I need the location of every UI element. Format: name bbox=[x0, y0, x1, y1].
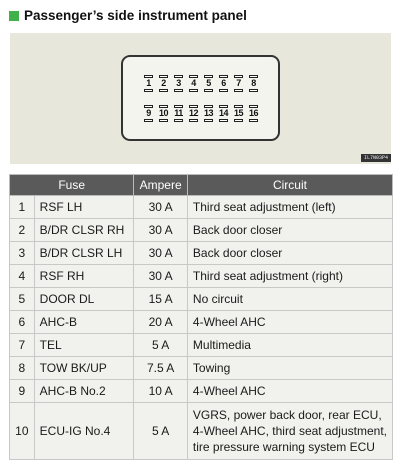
header-circuit: Circuit bbox=[187, 175, 392, 196]
table-row bbox=[10, 265, 393, 288]
fuse-number: 14 bbox=[218, 108, 228, 118]
fuse-number-cell: 5 bbox=[10, 288, 35, 311]
fuse-number: 12 bbox=[188, 108, 198, 118]
fuse-name-cell: ECU-IG No.4 bbox=[34, 403, 134, 460]
table-row bbox=[10, 196, 393, 219]
fuse-slot bbox=[142, 75, 155, 92]
fuse-name-cell: AHC-B No.2 bbox=[34, 380, 134, 403]
fuse-row-bottom bbox=[142, 105, 262, 122]
header-fuse: Fuse bbox=[10, 175, 134, 196]
fuse-slot bbox=[217, 75, 230, 92]
table-row bbox=[10, 357, 393, 380]
fuse-number-cell: 4 bbox=[10, 265, 35, 288]
fuse-name-cell: TOW BK/UP bbox=[34, 357, 134, 380]
fuse-name-cell: RSF LH bbox=[34, 196, 134, 219]
fuse-number-cell: 10 bbox=[10, 403, 35, 460]
fuse-slot bbox=[187, 105, 200, 122]
fuse-number: 6 bbox=[221, 78, 226, 88]
circuit-cell: Towing bbox=[187, 357, 392, 380]
fuse-number-cell: 7 bbox=[10, 334, 35, 357]
table-row bbox=[10, 242, 393, 265]
fuse-number: 5 bbox=[206, 78, 211, 88]
figure-code: IL7N03P4 bbox=[361, 154, 391, 162]
section-marker-icon bbox=[9, 11, 19, 21]
fuse-name-cell: AHC-B bbox=[34, 311, 134, 334]
fuse-slot bbox=[232, 105, 245, 122]
fuse-name-cell: RSF RH bbox=[34, 265, 134, 288]
ampere-cell: 30 A bbox=[134, 265, 188, 288]
fuse-number: 4 bbox=[191, 78, 196, 88]
table-row bbox=[10, 219, 393, 242]
circuit-cell: Third seat adjustment (right) bbox=[187, 265, 392, 288]
fuse-name-cell: B/DR CLSR RH bbox=[34, 219, 134, 242]
fuse-number-cell: 9 bbox=[10, 380, 35, 403]
fuse-slot bbox=[247, 75, 260, 92]
fuse-number: 16 bbox=[248, 108, 258, 118]
fuse-number: 3 bbox=[176, 78, 181, 88]
circuit-cell: Back door closer bbox=[187, 219, 392, 242]
fuse-number-cell: 3 bbox=[10, 242, 35, 265]
fuse-slot bbox=[232, 75, 245, 92]
fuse-slot bbox=[172, 75, 185, 92]
fuse-slot bbox=[247, 105, 260, 122]
fuse-slot bbox=[142, 105, 155, 122]
table-row bbox=[10, 288, 393, 311]
circuit-cell: Third seat adjustment (left) bbox=[187, 196, 392, 219]
fuse-number: 8 bbox=[251, 78, 256, 88]
fuse-number: 13 bbox=[203, 108, 213, 118]
fuse-name-cell: B/DR CLSR LH bbox=[34, 242, 134, 265]
header-ampere: Ampere bbox=[134, 175, 188, 196]
ampere-cell: 5 A bbox=[134, 403, 188, 460]
fuse-number: 15 bbox=[233, 108, 243, 118]
fuse-number-cell: 1 bbox=[10, 196, 35, 219]
circuit-cell: Multimedia bbox=[187, 334, 392, 357]
ampere-cell: 30 A bbox=[134, 219, 188, 242]
ampere-cell: 10 A bbox=[134, 380, 188, 403]
fuse-slot bbox=[187, 75, 200, 92]
ampere-cell: 20 A bbox=[134, 311, 188, 334]
fuse-panel bbox=[121, 55, 280, 141]
table-row bbox=[10, 311, 393, 334]
circuit-line: tire pressure warning system ECU bbox=[192, 440, 375, 454]
circuit-cell: Back door closer bbox=[187, 242, 392, 265]
fuse-slot bbox=[157, 75, 170, 92]
fuse-name-cell: DOOR DL bbox=[34, 288, 134, 311]
circuit-cell: 4-Wheel AHC bbox=[187, 311, 392, 334]
fuse-slot bbox=[217, 105, 230, 122]
table-header-row bbox=[10, 175, 393, 196]
fuse-number: 2 bbox=[161, 78, 166, 88]
fuse-number: 11 bbox=[174, 108, 183, 118]
table-row bbox=[10, 403, 393, 460]
fuse-number: 10 bbox=[158, 108, 168, 118]
fuse-box-illustration bbox=[10, 33, 391, 164]
circuit-cell: No circuit bbox=[187, 288, 392, 311]
fuse-slot bbox=[157, 105, 170, 122]
fuse-row-top bbox=[142, 75, 262, 92]
circuit-line: VGRS, power back door, rear ECU, bbox=[192, 408, 382, 422]
table-row bbox=[10, 334, 393, 357]
fuse-number: 9 bbox=[146, 108, 151, 118]
circuit-cell: 4-Wheel AHC bbox=[187, 380, 392, 403]
ampere-cell: 15 A bbox=[134, 288, 188, 311]
fuse-slot bbox=[202, 105, 215, 122]
fuse-number-cell: 2 bbox=[10, 219, 35, 242]
fuse-number: 7 bbox=[236, 78, 241, 88]
circuit-cell bbox=[187, 403, 392, 460]
circuit-line: 4-Wheel AHC, third seat adjustment, bbox=[192, 424, 387, 438]
table-row bbox=[10, 380, 393, 403]
ampere-cell: 30 A bbox=[134, 242, 188, 265]
fuse-slot bbox=[172, 105, 185, 122]
section-heading bbox=[9, 8, 247, 23]
fuse-number-cell: 8 bbox=[10, 357, 35, 380]
fuse-number-cell: 6 bbox=[10, 311, 35, 334]
fuse-table bbox=[9, 174, 393, 460]
fuse-name-cell: TEL bbox=[34, 334, 134, 357]
section-title: Passenger’s side instrument panel bbox=[24, 8, 247, 23]
ampere-cell: 30 A bbox=[134, 196, 188, 219]
fuse-number: 1 bbox=[146, 78, 151, 88]
ampere-cell: 7.5 A bbox=[134, 357, 188, 380]
ampere-cell: 5 A bbox=[134, 334, 188, 357]
fuse-slot bbox=[202, 75, 215, 92]
